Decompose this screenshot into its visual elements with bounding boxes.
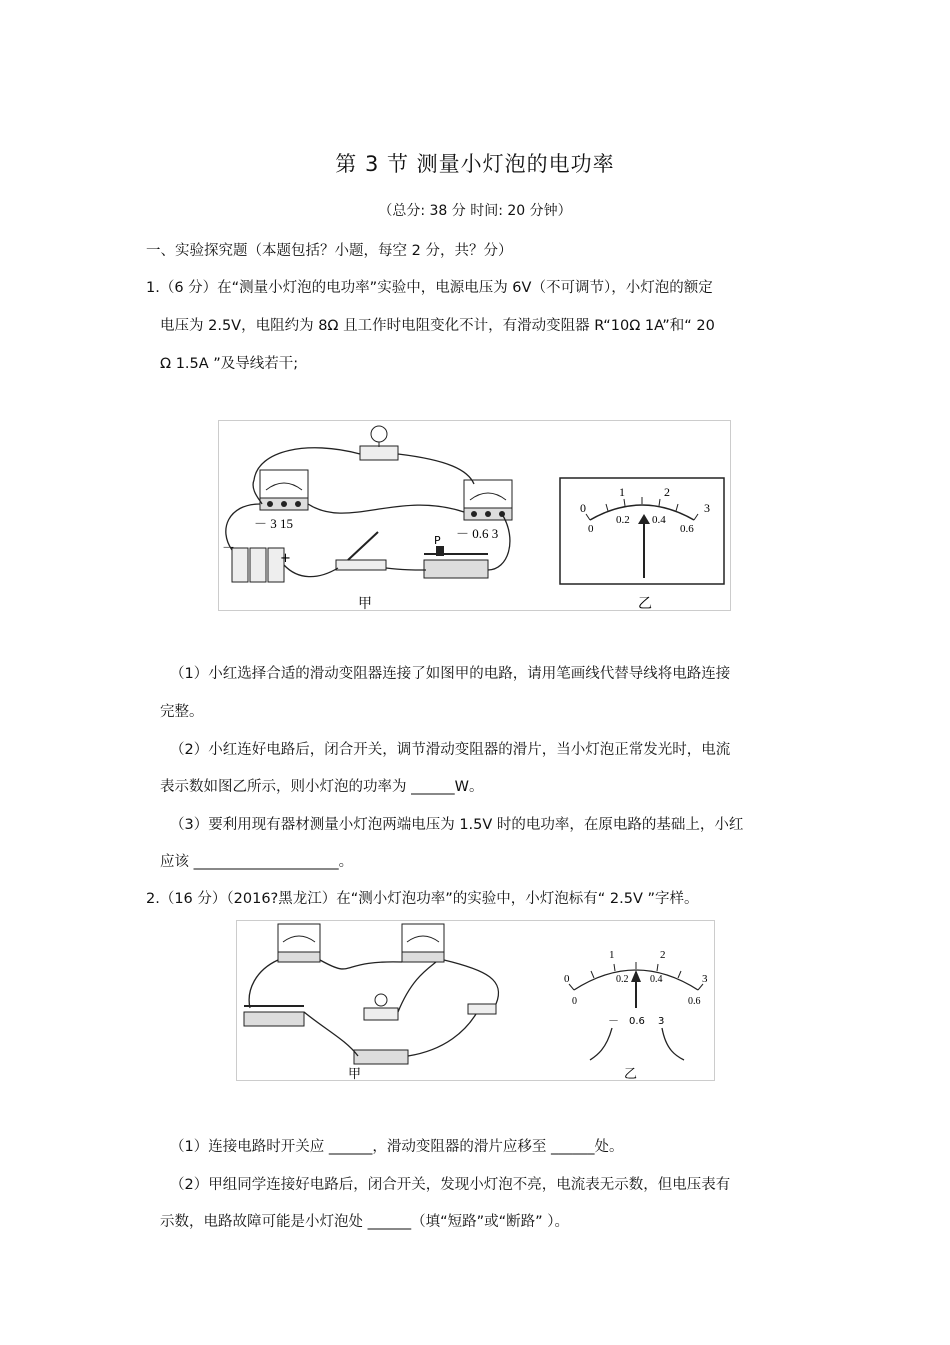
terminal-06: 0.6 [629,1016,645,1027]
rheostat-slider-label: P [434,534,441,547]
scale-minor-1: 0.2 [616,514,630,526]
q1-line3: Ω 1.5A ”及导线若干; [160,356,299,372]
rheostat-icon [424,546,488,578]
voltmeter-terminals: － 3 15 [254,516,294,531]
rheostat-icon [244,1006,304,1026]
section-heading: 一、实验探究题（本题包括？小题，每空 2 分，共？分） [146,243,513,259]
q2-fig-label-yi: 乙 [624,1067,638,1082]
scale-major-3: 3 [702,973,708,985]
scale-minor-2: 0.4 [652,514,666,526]
q2-part2-line1: （2）甲组同学连接好电路后，闭合开关，发现小灯泡不亮，电流表无示数，但电压表有 [170,1177,731,1193]
battery-plus: + [280,551,291,566]
scale-minor-3: 0.6 [680,523,694,535]
q1-fig-label-yi: 乙 [638,596,652,612]
q1-part1-line1: （1）小红选择合适的滑动变阻器连接了如图甲的电路，请用笔画线代替导线将电路连接 [170,666,731,682]
q1-figure [218,420,732,612]
q1-line2: 电压为 2.5V，电阻约为 8Ω 且工作时电阻变化不计，有滑动变阻器 R“10Ω 1A”和“ 20 [160,318,715,334]
terminal-minus: － [608,1014,619,1027]
battery-minus: － [222,541,236,556]
ammeter-icon [402,924,444,962]
q1-part1-line2: 完整。 [160,704,204,720]
scale-major-0: 0 [580,501,586,515]
page-title: 第 3 节 测量小灯泡的电功率 [335,152,615,176]
scale-major-0: 0 [564,973,570,985]
ammeter-icon [464,480,512,520]
scale-minor-0: 0 [588,523,594,535]
q1-circuit-figure [218,420,732,612]
q1-part3-line1: （3）要利用现有器材测量小灯泡两端电压为 1.5V 时的电功率，在原电路的基础上，小红 [170,817,744,833]
battery-icon [354,1050,408,1064]
q2-figure [236,920,716,1082]
scale-major-2: 2 [660,949,666,961]
scale-major-1: 1 [619,485,625,499]
lamp-icon [360,426,398,460]
scale-major-3: 3 [704,501,710,515]
scale-minor-0: 0 [572,996,577,1007]
q1-part3-line2: 应该 ____________________。 [160,854,354,870]
battery-icon [232,548,284,582]
ammeter-face [560,478,724,584]
lamp-icon [364,994,398,1020]
voltmeter-icon [260,470,308,510]
exam-meta: （总分: 38 分 时间: 20 分钟） [378,203,572,219]
q1-part2-line2: 表示数如图乙所示，则小灯泡的功率为 ______W。 [160,779,484,795]
scale-major-2: 2 [664,485,670,499]
ammeter-terminals: － 0.6 3 [456,526,499,541]
terminal-3: 3 [658,1016,665,1027]
q2-line1: 2.（16 分）（2016?黑龙江）在“测小灯泡功率”的实验中，小灯泡标有“ 2.5V ”字样。 [146,891,699,907]
switch-icon [336,532,386,570]
q2-circuit-figure [236,920,716,1082]
q1-line1: 1.（6 分）在“测量小灯泡的电功率”实验中，电源电压为 6V（不可调节），小灯泡的额定 [146,280,713,296]
scale-minor-2: 0.4 [650,974,663,985]
switch-icon [468,1004,496,1014]
scale-major-1: 1 [609,949,615,961]
scale-minor-3: 0.6 [688,996,701,1007]
voltmeter-icon [278,924,320,962]
q1-fig-label-jia: 甲 [358,596,372,612]
scale-minor-1: 0.2 [616,974,629,985]
q2-part1: （1）连接电路时开关应 ______，滑动变阻器的滑片应移至 ______处。 [170,1139,624,1155]
q1-part2-line1: （2）小红连好电路后，闭合开关，调节滑动变阻器的滑片，当小灯泡正常发光时，电流 [170,742,731,758]
q2-part2-line2: 示数，电路故障可能是小灯泡处 ______（填“短路”或“断路” ）。 [160,1214,570,1230]
q2-fig-label-jia: 甲 [348,1067,362,1082]
